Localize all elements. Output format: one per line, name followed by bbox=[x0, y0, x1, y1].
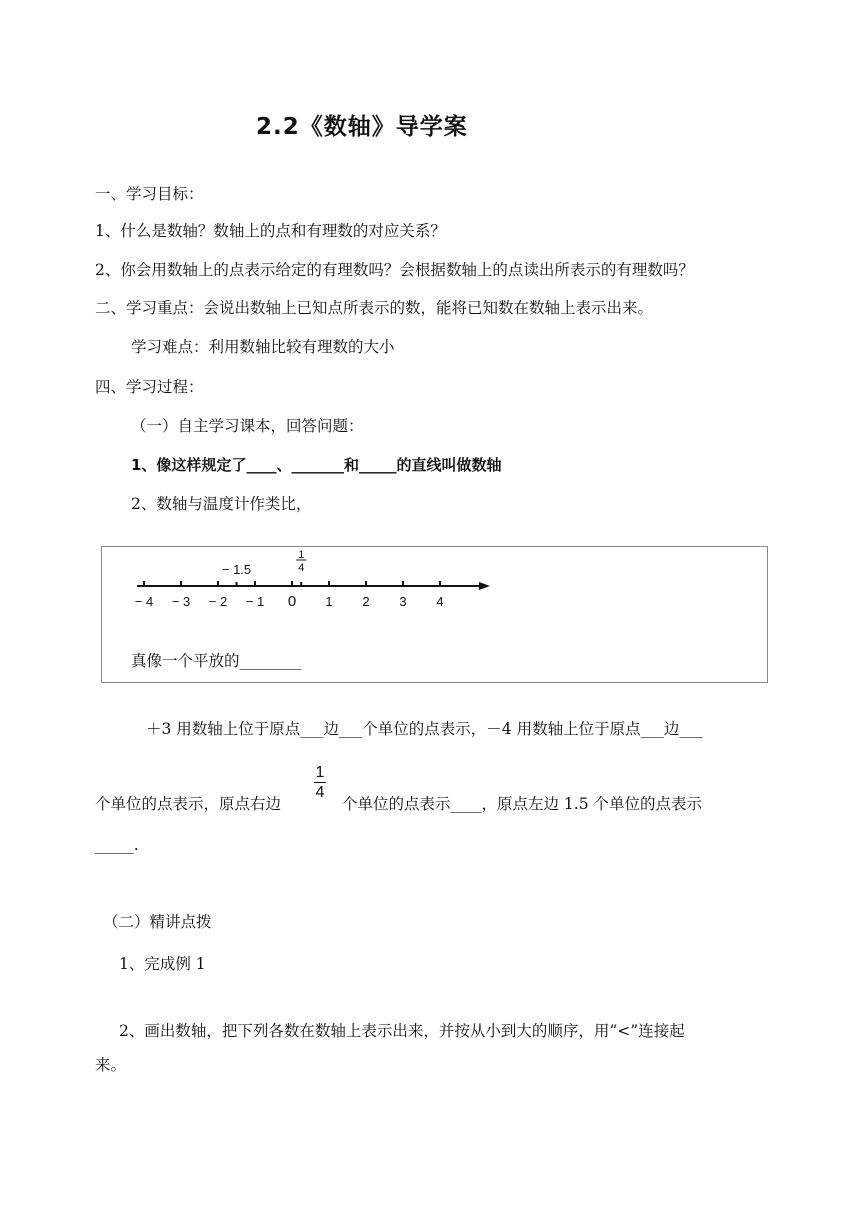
page-title: 2.2《数轴》导学案 bbox=[256, 114, 468, 140]
question-2: 2、数轴与温度计作类比， bbox=[131, 495, 312, 513]
mark-label: − 1.5 bbox=[221, 562, 252, 577]
axis-tick-label: − 3 bbox=[171, 594, 191, 609]
fraction-one-quarter bbox=[313, 763, 327, 802]
fraction-bar bbox=[314, 782, 326, 783]
axis-tick-label: 0 bbox=[287, 593, 297, 610]
paragraph-line-3: _____. bbox=[95, 836, 139, 854]
part2-heading: （二）精讲点拨 bbox=[103, 913, 212, 931]
axis-tick-label: 3 bbox=[399, 594, 407, 609]
axis-tick-label: 1 bbox=[325, 594, 333, 609]
mark-fraction-numerator: 1 bbox=[298, 549, 305, 561]
goal-2: 2、你会用数轴上的点表示给定的有理数吗？会根据数轴上的点读出所表示的有理数吗？ bbox=[95, 261, 694, 279]
paragraph-line-2b: 个单位的点表示____，原点左边 1.5 个单位的点表示 bbox=[342, 795, 703, 813]
axis-arrow-icon bbox=[479, 582, 490, 590]
example-2-line-1: 2、画出数轴，把下列各数在数轴上表示出来，并按从小到大的顺序，用“<”连接起 bbox=[119, 1022, 685, 1040]
example-1: 1、完成例 1 bbox=[119, 955, 206, 973]
figure-caption: 真像一个平放的________ bbox=[131, 652, 302, 670]
part1-heading: （一）自主学习课本，回答问题： bbox=[131, 417, 364, 435]
fraction-numerator: 1 bbox=[315, 764, 325, 781]
mark-fraction-denominator: 4 bbox=[298, 562, 305, 574]
axis-tick-label: − 2 bbox=[208, 594, 228, 609]
paragraph-line-1: ＋3 用数轴上位于原点___边___个单位的点表示，－4 用数轴上位于原点___边___ bbox=[146, 720, 703, 738]
goal-1: 1、什么是数轴？数轴上的点和有理数的对应关系？ bbox=[95, 222, 446, 240]
example-2-line-2: 来。 bbox=[95, 1056, 127, 1074]
key-points: 二、学习重点：会说出数轴上已知点所表示的数，能将已知数在数轴上表示出来。 bbox=[95, 299, 654, 317]
axis-tick-label: − 4 bbox=[134, 594, 154, 609]
number-line-figure bbox=[132, 548, 512, 618]
fraction-denominator: 4 bbox=[315, 784, 325, 801]
question-1: 1、像这样规定了____、_______和_____的直线叫做数轴 bbox=[131, 456, 502, 474]
paragraph-line-2a: 个单位的点表示，原点右边 bbox=[95, 795, 282, 813]
axis-tick-label: 2 bbox=[362, 594, 370, 609]
axis-tick-label: − 1 bbox=[245, 594, 265, 609]
process-heading: 四、学习过程： bbox=[95, 378, 204, 396]
axis-tick-label: 4 bbox=[436, 594, 444, 609]
goals-heading: 一、学习目标： bbox=[95, 185, 204, 203]
difficulty: 学习难点：利用数轴比较有理数的大小 bbox=[131, 338, 395, 356]
